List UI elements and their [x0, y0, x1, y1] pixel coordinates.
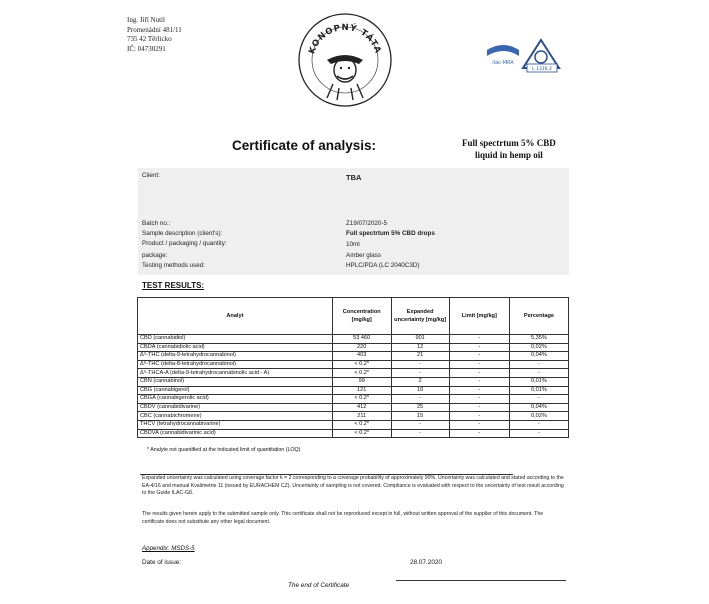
product-title-line-2: liquid in hemp oil — [475, 150, 543, 160]
cell-uncertainty: 10 — [391, 386, 449, 395]
cell-limit: - — [449, 386, 509, 395]
cell-analyt: Δ⁹-THC (delta-9-tetrahydrocannabinol) — [138, 352, 333, 361]
sample-description-value: Full spectrtum 5% CBD drops — [346, 230, 435, 237]
cell-percentage: - — [509, 369, 568, 378]
cell-analyt: CBG (cannabigerol) — [138, 386, 333, 395]
results-header-row — [138, 298, 569, 335]
lab-number: L 1316.2 — [532, 67, 552, 72]
company-logo — [297, 12, 393, 108]
accreditation-logos — [485, 38, 565, 74]
cell-percentage: - — [509, 360, 568, 369]
results-table — [137, 297, 569, 438]
header-analyt: Analyt — [138, 298, 333, 335]
cell-limit: - — [449, 395, 509, 404]
cell-percentage: 0,02% — [509, 343, 568, 352]
header-percentage: Percentage — [509, 298, 568, 335]
header-limit: Limit [mg/kg] — [449, 298, 509, 335]
cell-uncertainty: 901 — [391, 335, 449, 344]
cell-limit: - — [449, 352, 509, 361]
svg-text:KONOPNÝ TÁTA — [307, 21, 383, 55]
cell-percentage: 0,01% — [509, 377, 568, 386]
cell-uncertainty: 21 — [391, 352, 449, 361]
page-title: Certificate of analysis: — [232, 138, 377, 153]
issuer-name: Ing. Jiří Nutil — [127, 16, 165, 24]
client-label: Client: — [142, 172, 160, 179]
cell-analyt: CBDVA (cannabidivarinic acid) — [138, 429, 333, 438]
cell-concentration: < 0.2* — [332, 395, 391, 404]
cell-concentration: 412 — [332, 403, 391, 412]
cell-limit: - — [449, 412, 509, 421]
cell-percentage: - — [509, 420, 568, 429]
product-packaging-label: Product / packaging / quantity: — [142, 240, 227, 247]
cell-uncertainty: 25 — [391, 403, 449, 412]
issuer-address — [127, 16, 182, 54]
issuer-id: IČ: 04730291 — [127, 44, 166, 53]
cell-percentage: - — [509, 395, 568, 404]
logo-text: KONOPNÝ TÁTA — [307, 22, 383, 56]
cell-uncertainty: 2 — [391, 377, 449, 386]
package-value: Amber glass — [346, 252, 381, 259]
cell-concentration: 403 — [332, 352, 391, 361]
cell-limit: - — [449, 360, 509, 369]
cell-limit: - — [449, 369, 509, 378]
package-label: package: — [142, 252, 168, 259]
issuer-street: Promenádní 481/11 — [127, 25, 182, 34]
cell-concentration: 220 — [332, 343, 391, 352]
testing-methods-value: HPLC/PDA (LC 2040C3D) — [346, 262, 420, 269]
header-concentration: Concentration [mg/kg] — [332, 298, 391, 335]
batch-label: Batch no.: — [142, 220, 171, 227]
appendix-reference: Appendix: MSDS-5 — [142, 545, 195, 552]
cell-concentration: < 0.2* — [332, 420, 391, 429]
cell-percentage: 5,35% — [509, 335, 568, 344]
cell-concentration: < 0.2* — [332, 360, 391, 369]
table-row — [138, 412, 569, 421]
product-title — [462, 137, 572, 161]
signature-line — [396, 580, 566, 581]
cell-limit: - — [449, 403, 509, 412]
ilac-label: ilac-MRA — [492, 60, 514, 66]
results-body — [138, 335, 569, 438]
client-value: TBA — [346, 173, 362, 182]
cell-analyt: Δ⁹-THCA-A (delta-9-tetrahydrocannabinolic acid - A) — [138, 369, 333, 378]
table-row — [138, 360, 569, 369]
cell-percentage: 0,04% — [509, 403, 568, 412]
table-row — [138, 429, 569, 438]
testing-methods-label: Testing methods used: — [142, 262, 206, 269]
cell-analyt: CBGA (cannabigerolic acid) — [138, 395, 333, 404]
cell-limit: - — [449, 335, 509, 344]
cell-concentration: < 0.2* — [332, 429, 391, 438]
date-of-issue-label: Date of issue: — [142, 559, 182, 566]
test-results-heading: TEST RESULTS: — [142, 281, 205, 290]
table-row — [138, 352, 569, 361]
product-title-line-1: Full spectrtum 5% CBD — [462, 138, 556, 148]
cell-percentage: 0,01% — [509, 386, 568, 395]
sample-description-label: Sample description (client's): — [142, 230, 223, 237]
cell-uncertainty: - — [391, 429, 449, 438]
cell-uncertainty: 12 — [391, 343, 449, 352]
header-uncertainty: Expanded uncertainty [mg/kg] — [391, 298, 449, 335]
cell-analyt: CBC (cannabichromene) — [138, 412, 333, 421]
table-row — [138, 335, 569, 344]
cell-concentration: 121 — [332, 386, 391, 395]
uncertainty-statement: Expanded uncertainty was calculated using coverage factor k = 2 corresponding to a coverage probability of approximately 90%. Uncertainty was calculated and stated according to the EA-4/16 and manual Kvalimetrie 11 (issued by EURACHEM CZ). Uncertainty of sampling is not covered. Compliance is evaluated with respect to the uncertainty of test result according to the Guide ILAC-G8. — [142, 475, 564, 497]
cell-limit: - — [449, 420, 509, 429]
table-row — [138, 420, 569, 429]
product-packaging-value: 10ml — [346, 241, 360, 248]
cell-uncertainty: - — [391, 395, 449, 404]
cell-analyt: CBN (cannabinol) — [138, 377, 333, 386]
table-row — [138, 395, 569, 404]
table-row — [138, 377, 569, 386]
cell-percentage: 0,04% — [509, 352, 568, 361]
cell-concentration: 99 — [332, 377, 391, 386]
cell-analyt: CBDV (cannabidivarine) — [138, 403, 333, 412]
cell-limit: - — [449, 377, 509, 386]
cell-uncertainty: - — [391, 360, 449, 369]
end-of-certificate: The end of Certificate — [288, 582, 350, 589]
cell-limit: - — [449, 343, 509, 352]
table-row — [138, 369, 569, 378]
cell-uncertainty: 15 — [391, 412, 449, 421]
cell-uncertainty: - — [391, 369, 449, 378]
cell-analyt: CBDA (cannabidiolic acid) — [138, 343, 333, 352]
cell-percentage: 0,02% — [509, 412, 568, 421]
date-of-issue-value: 28.07.2020 — [410, 559, 442, 566]
table-row — [138, 386, 569, 395]
cell-concentration: 211 — [332, 412, 391, 421]
issuer-city: 735 42 Těrlicko — [127, 35, 172, 43]
accreditation-icon — [485, 38, 565, 74]
cell-limit: - — [449, 429, 509, 438]
table-row — [138, 403, 569, 412]
table-row — [138, 343, 569, 352]
cell-analyt: CBD (cannabidiol) — [138, 335, 333, 344]
cell-concentration: 53 460 — [332, 335, 391, 344]
disclaimer-statement: The results given herein apply to the submitted sample only. This certificate shall not be reproduced except in full, without written approval of the supplier of this document. The certificate does not substitute any other legal document. — [142, 511, 544, 525]
batch-value: Z19/07/2020-5 — [346, 220, 387, 227]
cell-uncertainty: - — [391, 420, 449, 429]
cell-analyt: THCV (tetrahydrocannabivarine) — [138, 420, 333, 429]
cell-concentration: < 0.2* — [332, 369, 391, 378]
cell-analyt: Δ⁸-THC (delta-8-tetrahydrocannabinol) — [138, 360, 333, 369]
cell-percentage: - — [509, 429, 568, 438]
loq-note: * Analyte not quantified at the indicated limit of quantitation (LOQ) — [147, 447, 301, 453]
